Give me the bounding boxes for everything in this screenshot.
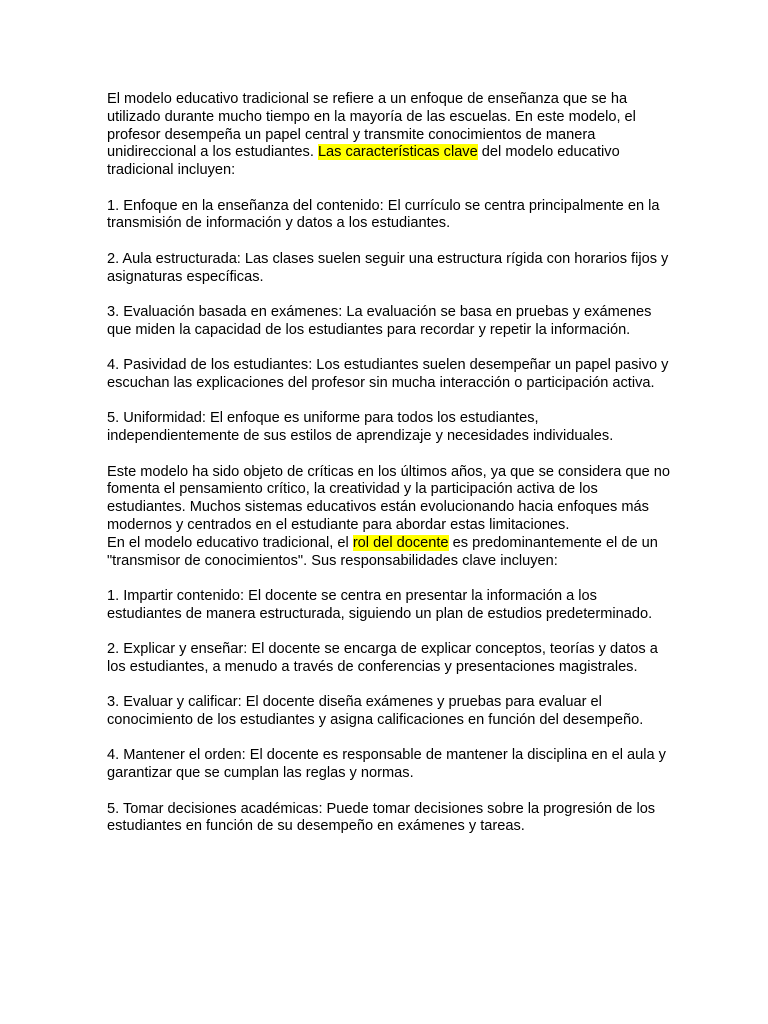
responsibility-item: 5. Tomar decisiones académicas: Puede tomar decisiones sobre la progresión de los estudiantes en función de su desempeño en exámenes y tareas. — [107, 800, 656, 835]
characteristics-list — [107, 198, 670, 446]
responsibility-item: 1. Impartir contenido: El docente se centra en presentar la información a los estudiantes de manera estructurada, siguiendo un plan de estudios predeterminado. — [107, 587, 653, 622]
responsibility-item: 4. Mantener el orden: El docente es responsable de mantener la disciplina en el aula y garantizar que se cumplan las reglas y normas. — [107, 747, 666, 782]
role-text-after: es predominantemente el de un "transmisor de conocimientos". Sus responsabilidades clave incluyen: — [107, 534, 658, 569]
document-body — [107, 91, 670, 854]
responsibilities-list — [107, 588, 670, 836]
characteristic-item: 4. Pasividad de los estudiantes: Los estudiantes suelen desempeñar un papel pasivo y escuchan las explicaciones del profesor sin mucha interacción o participación activa. — [107, 357, 669, 391]
criticism-paragraph: Este modelo ha sido objeto de críticas en los últimos años, ya que se considera que no fomenta el pensamiento crítico, la creatividad y la participación activa de los estudiantes. Muchos sistemas educativos están evolucionando hacia enfoques más modernos y centrados en el estudiante para abordar estas limitaciones. — [107, 463, 671, 533]
responsibility-item: 3. Evaluar y calificar: El docente diseña exámenes y pruebas para evaluar el conocimiento de los estudiantes y asigna calificaciones en función del desempeño. — [107, 694, 644, 729]
intro-highlight: Las características clave — [317, 144, 478, 161]
role-paragraph — [107, 535, 670, 571]
characteristic-item: 1. Enfoque en la enseñanza del contenido: El currículo se centra principalmente en la transmisión de información y datos a los estudiantes. — [107, 197, 660, 232]
intro-text-after: del modelo educativo tradicional incluyen: — [107, 144, 620, 179]
role-text-before: En el modelo educativo tradicional, el — [107, 534, 353, 551]
responsibility-item: 2. Explicar y enseñar: El docente se encarga de explicar conceptos, teorías y datos a los estudiantes, a menudo a través de conferencias y presentaciones magistrales. — [107, 641, 658, 675]
intro-paragraph — [107, 91, 670, 180]
characteristic-item: 3. Evaluación basada en exámenes: La evaluación se basa en pruebas y exámenes que miden la capacidad de los estudiantes para recordar y repetir la información. — [107, 303, 652, 338]
role-highlight: rol del docente — [352, 534, 449, 551]
characteristic-item: 5. Uniformidad: El enfoque es uniforme para todos los estudiantes, independientemente de sus estilos de aprendizaje y necesidades individuales. — [107, 410, 614, 445]
characteristic-item: 2. Aula estructurada: Las clases suelen seguir una estructura rígida con horarios fijos y asignaturas específicas. — [107, 250, 669, 285]
intro-text-before: El modelo educativo tradicional se refiere a un enfoque de enseñanza que se ha utilizado durante mucho tiempo en la mayoría de las escuelas. En este modelo, el profesor desempeña un papel central y transmite conocimientos de manera unidireccional a los estudiantes. — [107, 91, 636, 161]
